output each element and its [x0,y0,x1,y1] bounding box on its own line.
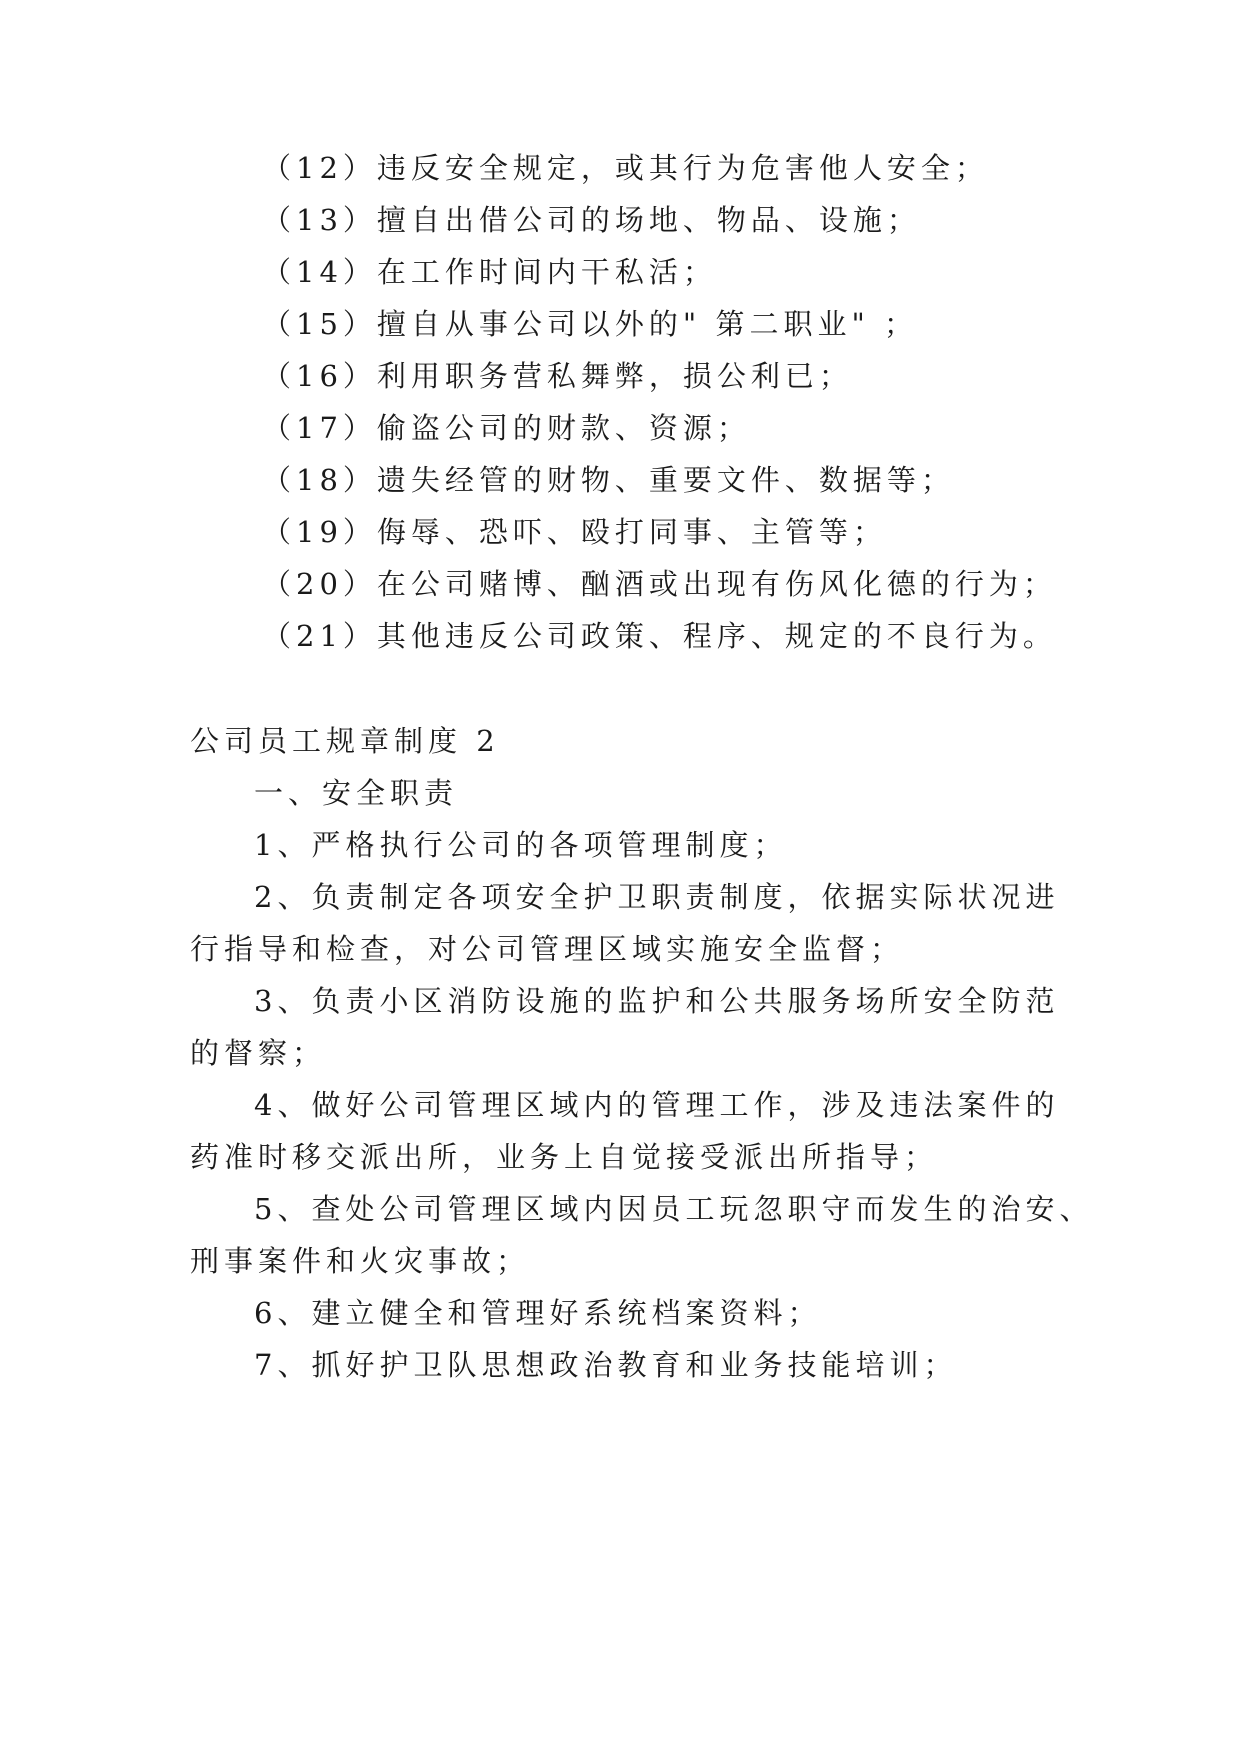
paragraph-3-line-2: 的督察； [190,1036,327,1070]
subsection-heading: 一、安全职责 [254,776,459,810]
list-item: （12）违反安全规定，或其行为危害他人安全； [262,151,989,185]
list-item: （16）利用职务营私舞弊，损公利已； [262,359,853,393]
list-item: （21）其他违反公司政策、程序、规定的不良行为。 [262,619,1057,653]
list-item: （15）擅自从事公司以外的" 第二职业" ； [262,307,919,341]
paragraph-5-line-2: 刑事案件和火灾事故； [190,1244,531,1278]
list-item: （18）遗失经管的财物、重要文件、数据等； [262,463,955,497]
paragraph-7: 7、抓好护卫队思想政治教育和业务技能培训； [254,1348,958,1382]
list-item: （17）偷盗公司的财款、资源； [262,411,751,445]
list-item: （19）侮辱、恐吓、殴打同事、主管等； [262,515,887,549]
paragraph-2-line-1: 2、负责制定各项安全护卫职责制度，依据实际状况进 [254,880,1060,914]
paragraph-5-line-1: 5、查处公司管理区域内因员工玩忽职守而发生的治安、 [254,1192,1094,1226]
section-title: 公司员工规章制度 2 [190,724,500,758]
paragraph-3-line-1: 3、负责小区消防设施的监护和公共服务场所安全防范 [254,984,1060,1018]
list-item: （20）在公司赌博、酗酒或出现有伤风化德的行为； [262,567,1057,601]
paragraph-4-line-1: 4、做好公司管理区域内的管理工作，涉及违法案件的 [254,1088,1060,1122]
list-item: （13）擅自出借公司的场地、物品、设施； [262,203,921,237]
paragraph-2-line-2: 行指导和检查，对公司管理区域实施安全监督； [190,932,905,966]
paragraph-4-line-2: 药准时移交派出所，业务上自觉接受派出所指导； [190,1140,939,1174]
paragraph-6: 6、建立健全和管理好系统档案资料； [254,1296,822,1330]
list-item: （14）在工作时间内干私活； [262,255,717,289]
paragraph-1: 1、严格执行公司的各项管理制度； [254,828,788,862]
